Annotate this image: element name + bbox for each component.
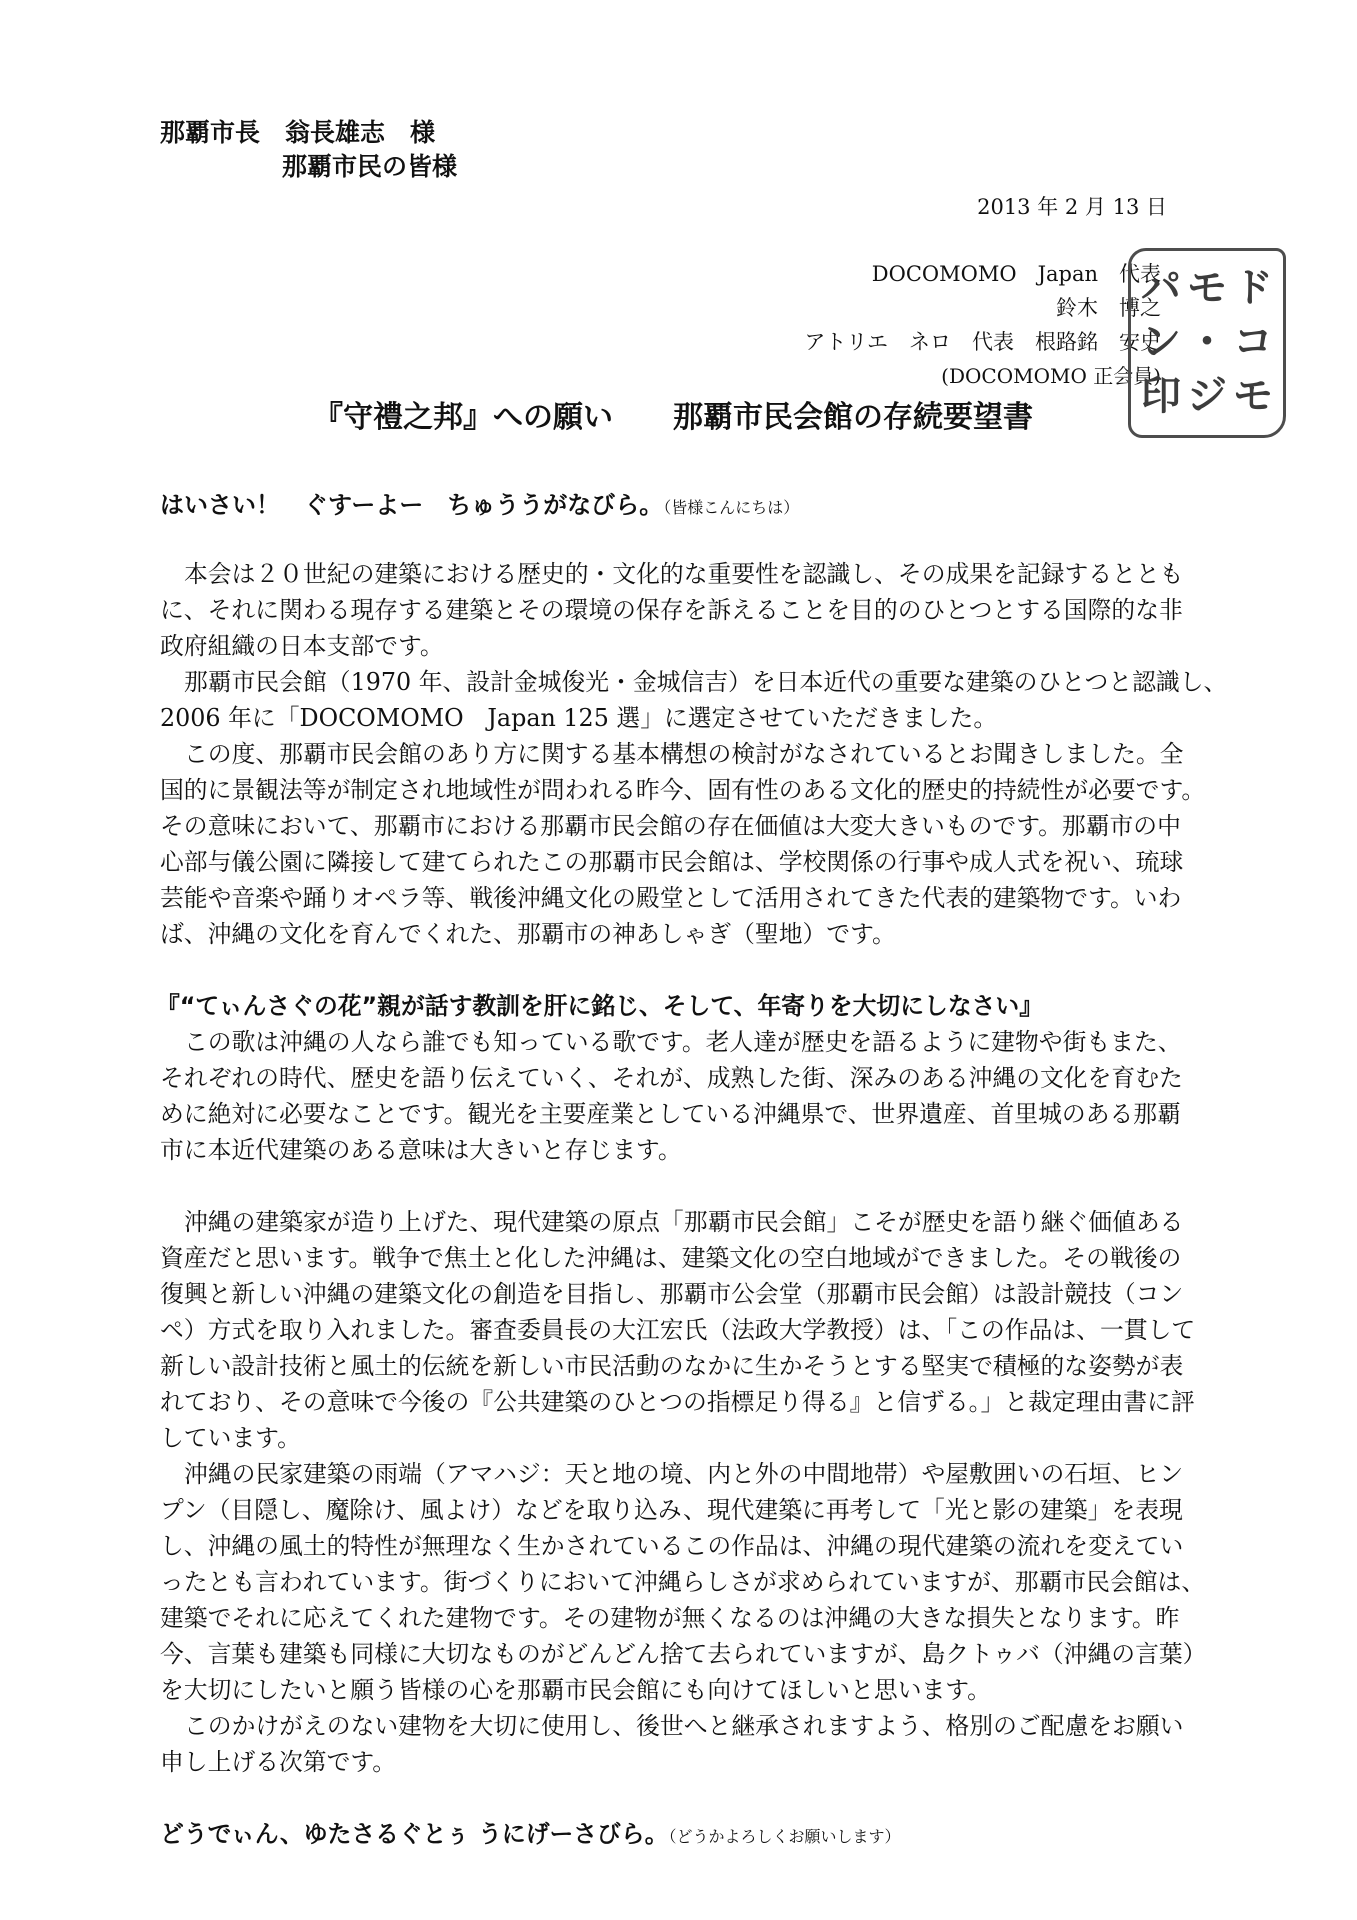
body-line: 芸能や音楽や踊りオペラ等、戦後沖縄文化の殿堂として活用されてきた代表的建築物です。いわ — [160, 884, 1182, 912]
letter-body — [156, 556, 1228, 1855]
body-line: 申し上げる次第です。 — [160, 1748, 397, 1776]
body-line: この歌は沖縄の人なら誰でも知っている歌です。老人達が歴史を語るように建物や街もまた、 — [184, 1028, 1182, 1056]
seal-stamp — [1128, 248, 1286, 438]
body-line: 国的に景観法等が制定され地域性が問われる昨今、固有性のある文化的歴史的持続性が必要です。 — [160, 776, 1206, 804]
seal-char: ド — [1233, 265, 1273, 311]
seal-char: モ — [1233, 373, 1273, 419]
body-line: れており、その意味で今後の『公共建築のひとつの指標足り得る』と信ずる。」と裁定理由書に評 — [160, 1388, 1195, 1416]
body-line: この度、那覇市民会館のあり方に関する基本構想の検討がなされているとお聞きしました。全 — [184, 740, 1184, 768]
body-line: を大切にしたいと願う皆様の心を那覇市民会館にも向けてほしいと思います。 — [160, 1676, 991, 1704]
seal-char: パ — [1141, 265, 1181, 311]
body-line: 政府組織の日本支部です。 — [160, 632, 444, 660]
body-line: に、それに関わる現存する建築とその環境の保存を訴えることを目的のひとつとする国際的な非 — [160, 596, 1183, 624]
addressee-mayor: 那覇市長 翁長雄志 様 — [160, 118, 436, 147]
sender-org: DOCOMOMO Japan 代表 — [871, 262, 1161, 286]
body-line: ったとも言われています。街づくりにおいて沖縄らしさが求められていますが、那覇市民会館は、 — [160, 1568, 1206, 1596]
body-line: 2006 年に「DOCOMOMO Japan 125 選」に選定させていただきました。 — [160, 704, 998, 732]
body-line: 今、言葉も建築も同様に大切なものがどんどん捨て去られていますが、島クトゥバ（沖縄の言葉） — [160, 1640, 1207, 1668]
greeting — [160, 490, 799, 523]
body-line: 本会は２０世紀の建築における歴史的・文化的な重要性を認識し、その成果を記録するととも — [184, 560, 1184, 588]
closing-translation: （どうかよろしくお願いします） — [668, 1827, 901, 1846]
body-line: めに絶対に必要なことです。観光を主要産業としている沖縄県で、世界遺産、首里城のある那覇 — [160, 1100, 1181, 1128]
sender-name: 鈴木 博之 — [1056, 296, 1161, 320]
body-line: しています。 — [160, 1424, 301, 1452]
body-line: 新しい設計技術と風土的伝統を新しい市民活動のなかに生かそうとする堅実で積極的な姿勢が表 — [160, 1352, 1184, 1380]
body-line: ペ）方式を取り入れました。審査委員長の大江宏氏（法政大学教授）は、「この作品は、一貫して — [160, 1316, 1196, 1344]
body-line: 那覇市民会館（1970 年、設計金城俊光・金城信吉）を日本近代の重要な建築のひとつと認識し、 — [184, 668, 1228, 696]
section-heading: 『“てぃんさぐの花”親が話す教訓を肝に銘じ、そして、年寄りを大切にしなさい』 — [156, 992, 1044, 1020]
document-title: 『守禮之邦』への願い 那覇市民会館の存続要望書 — [313, 400, 1033, 435]
seal-char: ン — [1141, 319, 1181, 365]
greeting-main: はいさい！ ぐすーよー ちゅううがなびら。 — [160, 491, 664, 519]
body-line: このかけがえのない建物を大切に使用し、後世へと継承されますよう、格別のご配慮をお願い — [184, 1712, 1184, 1740]
body-line: ば、沖縄の文化を育んでくれた、那覇市の神あしゃぎ（聖地）です。 — [160, 920, 896, 948]
body-line: 沖縄の建築家が造り上げた、現代建築の原点「那覇市民会館」こそが歴史を語り継ぐ価値ある — [184, 1208, 1184, 1236]
seal-char: ・ — [1187, 319, 1227, 365]
body-line: 建築でそれに応えてくれた建物です。その建物が無くなるのは沖縄の大きな損失となります。昨 — [160, 1604, 1180, 1632]
body-line: その意味において、那覇市における那覇市民会館の存在価値は大変大きいものです。那覇市の中 — [160, 812, 1181, 840]
closing-main: どうでぃん、ゆたさるぐとぅ うにげーさびら。 — [160, 1820, 669, 1848]
addressee-citizens: 那覇市民の皆様 — [282, 152, 458, 181]
body-line: それぞれの時代、歴史を語り伝えていく、それが、成熟した街、深みのある沖縄の文化を育むた — [160, 1064, 1183, 1092]
letter-date: 2013 年 2 月 13 日 — [977, 195, 1167, 219]
sender-atelier: アトリエ ネロ 代表 根路銘 安史 — [804, 330, 1161, 354]
body-line: 資産だと思います。戦争で焦土と化した沖縄は、建築文化の空白地域ができました。その戦後の — [160, 1244, 1182, 1272]
body-line: し、沖縄の風土的特性が無理なく生かされているこの作品は、沖縄の現代建築の流れを変えてい — [160, 1532, 1184, 1560]
body-line: 市に本近代建築のある意味は大きいと存じます。 — [160, 1136, 682, 1164]
body-line: プン（目隠し、魔除け、風よけ）などを取り込み、現代建築に再考して「光と影の建築」を表現 — [160, 1496, 1183, 1524]
closing — [160, 1816, 1200, 1855]
seal-char: 印 — [1141, 373, 1181, 419]
body-line: 心部与儀公園に隣接して建てられたこの那覇市民会館は、学校関係の行事や成人式を祝い、琉球 — [160, 848, 1184, 876]
seal-char: モ — [1187, 265, 1227, 311]
body-line: 沖縄の民家建築の雨端（アマハジ：天と地の境、内と外の中間地帯）や屋敷囲いの石垣、ヒン — [184, 1460, 1184, 1488]
body-line: 復興と新しい沖縄の建築文化の創造を目指し、那覇市公会堂（那覇市民会館）は設計競技（コン — [160, 1280, 1184, 1308]
sender-membership: (DOCOMOMO 正会員) — [941, 364, 1161, 388]
seal-char: コ — [1233, 319, 1273, 365]
greeting-translation: （皆様こんにちは） — [663, 498, 800, 517]
seal-char: ジ — [1187, 373, 1227, 419]
